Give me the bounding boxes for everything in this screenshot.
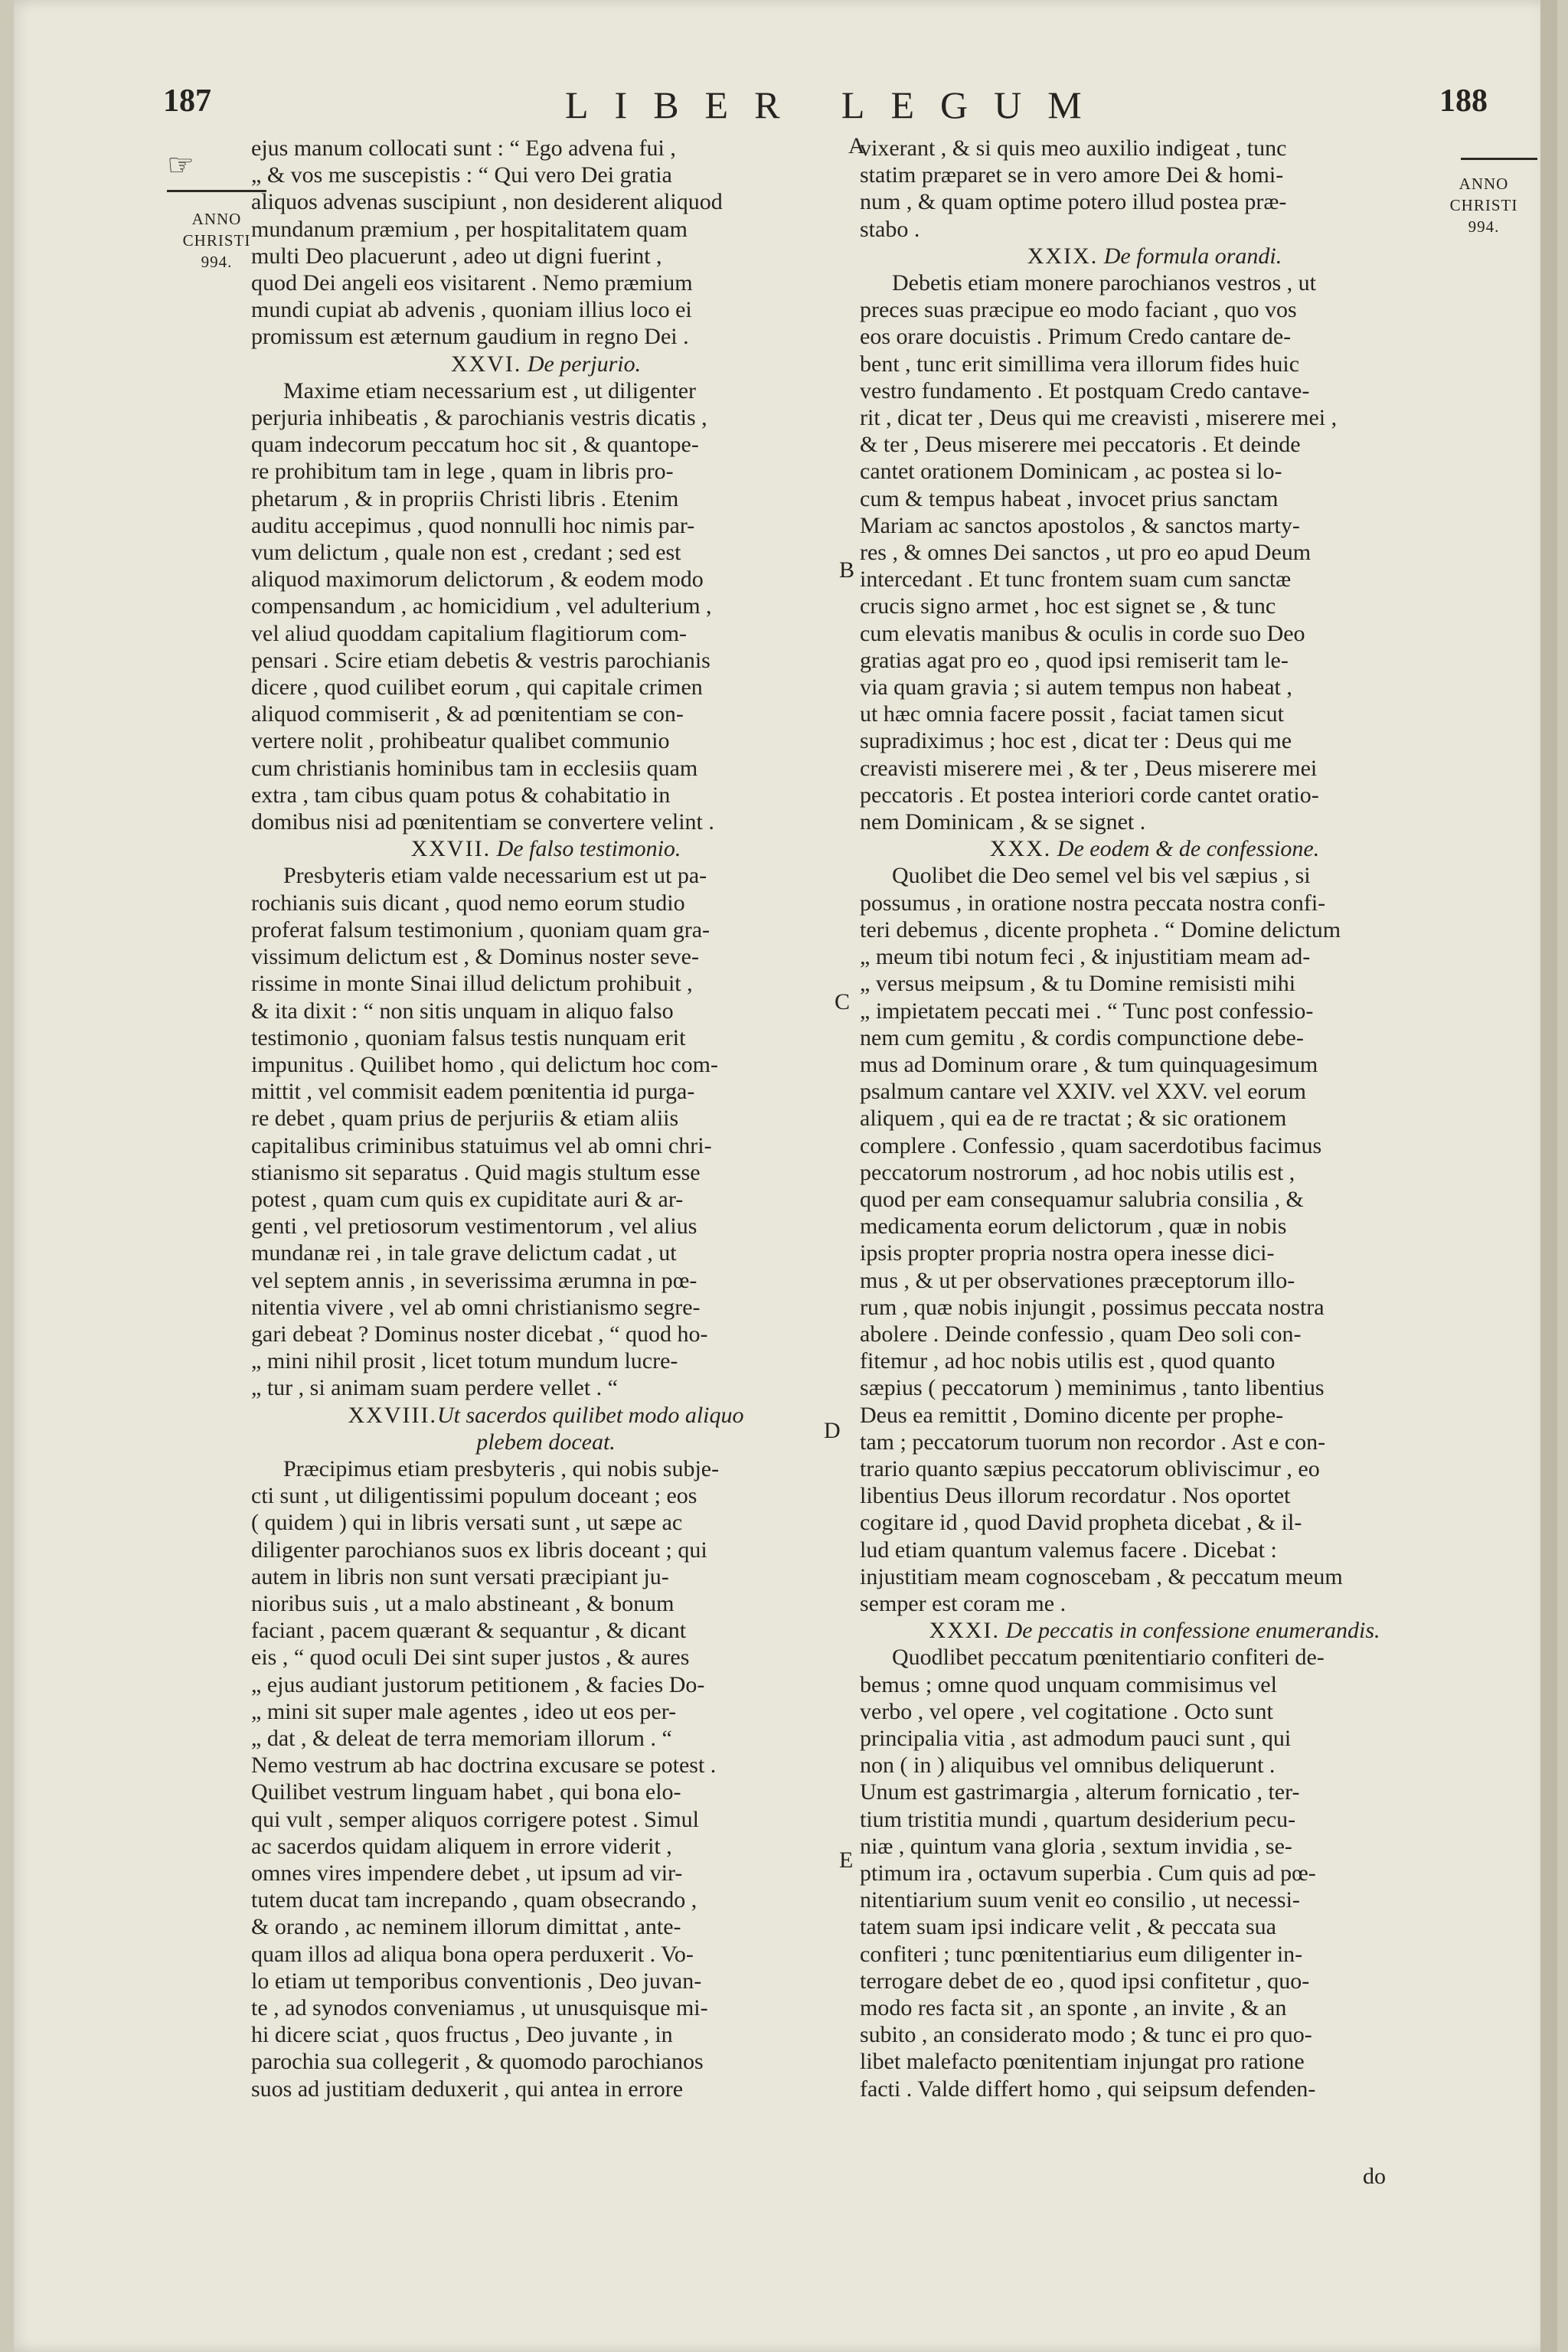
- section-title: Ut sacerdos quilibet modo aliquo plebem doceat.: [436, 1402, 744, 1455]
- section-mark: A: [848, 133, 865, 158]
- section-title: De falso testimonio.: [496, 836, 681, 862]
- section-heading: [860, 1617, 1449, 1644]
- margin-rule-right: [1461, 158, 1537, 160]
- margin-note-text: ANNO CHRISTI 994.: [182, 210, 251, 271]
- margin-note-text: ANNO CHRISTI 994.: [1449, 175, 1518, 236]
- paragraph: ejus manum collocati sunt : “ Ego advena fui , „ & vos me suscepistis : “ Qui vero Dei gratia aliquos advenas suscipiunt , non desiderent aliquod mundanum præmium , per hospitalitatem quam multi Deo placuerunt , adeo ut digni fuerint , quod Dei angeli eos visitarent . Nemo præmium mundi cupiat ab advenis , quoniam illius loco ei promissum est æternum gaudium in regno Dei .: [251, 136, 723, 350]
- paragraph: Quolibet die Deo semel vel bis vel sæpius , si possumus , in oratione nostra peccata nostra confi- teri debemus , dicente propheta . “ Domine delictum „ meum tibi notum feci , & injustitiam meam ad- „ versus meipsum , & tu Domine remisisti mihi „ impietatem peccati mei . “ Tunc post confessio- nem cum gemitu , & cordis compunctione debe- mus ad Dominum orare , & tum quinquagesimum psalmum cantare vel XXIV. vel XXV. vel eorum aliquem , qui ea de re tractat ; & sic orationem complere . Confessio , quam sacerdotibus facimus peccatorum nostrorum , ad hoc nobis utilis est , quod per eam consequamur salubria consilia , & medicamenta eorum delictorum , quæ in nobis ipsis propter propria nostra opera inesse dici- mus , & ut per observationes præceptorum illo- rum , quæ nobis injungit , possimus peccata nostra abolere . Deinde confessio , quam Deo soli con- fitemur , ad hoc nobis utilis est , quod quanto sæpius ( peccatorum ) meminimus , tanto libentius Deus ea remittit , Domino dicente per prophe- tam ; peccatorum tuorum non recordor . Ast e con- trario quanto sæpius peccatorum obliviscimur , eo libentius Deus illorum recordatur . Nos oportet cogitare id , quod David propheta dicebat , & il- lud etiam quantum valemus facere . Dicebat : injustitiam meam cognoscebam , & peccatum meum semper est coram me .: [860, 863, 1343, 1616]
- paragraph: Quodlibet peccatum pœnitentiario confiteri de- bemus ; omne quod unquam commisimus vel verbo , vel opere , vel cogitatione . Octo sunt principalia vitia , ast admodum pauci sunt , qui non ( in ) aliquibus vel omnibus deliquerunt . Unum est gastrimargia , alterum fornicatio , ter- tium tristitia mundi , quartum desiderium pecu- niæ , quintum vana gloria , sextum invidia , se- ptimum ira , octavum superbia . Cum quis ad pœ- nitentiarium suum venit eo consilio , ut necessi- tatem suam ipsi indicare velit , & peccata sua confiteri ; tunc pœnitentiarius eum diligenter in- terrogare debet de eo , quod ipsi confitetur , quo- modo res facta sit , an sponte , an invite , & an subito , an considerato modo ; & tunc ei pro quo- libet malefacto pœnitentiam injungat pro ratione facti . Valde differt homo , qui seipsum defenden-: [860, 1645, 1325, 2102]
- paragraph: Præcipimus etiam presbyteris , qui nobis subje- cti sunt , ut diligentissimi populum doceant ; eos ( quidem ) qui in libris versati sunt , ut sæpe ac diligenter parochianos suos ex libris doceant ; qui autem in libris non sunt versati præcipiant ju- nioribus suis , ut a malo abstineant , & bonum faciant , pacem quærant & sequantur , & dicant eis , “ quod oculi Dei sint super justos , & aures „ ejus audiant justorum petitionem , & facies Do- „ mini sit super male agentes , ideo ut eos per- „ dat , & deleat de terra memoriam illorum . “ Nemo vestrum ab hac doctrina excusare se potest . Quilibet vestrum linguam habet , qui bona elo- qui vult , semper aliquos corrigere potest . Simul ac sacerdos quidam aliquem in errore viderit , omnes vires impendere debet , ut ipsum ad vir- tutem ducat tam increpando , quam obsecrando , & orando , ac neminem illorum dimittat , ante- quam illos ad aliqua bona opera perduxerit . Vo- lo etiam ut temporibus conventionis , Deo juvan- te , ad synodos conveniamus , ut unusquisque mi- hi dicere sciat , quos fructus , Deo juvante , in parochia sua collegerit , & quomodo parochianos suos ad justitiam deduxerit , qui antea in errore: [251, 1455, 720, 2102]
- paragraph: Debetis etiam monere parochianos vestros , ut preces suas præcipue eo modo faciant , quo vos eos orare docuistis . Primum Credo cantare de- bent , tunc erit simillima vera illorum fides huic vestro fundamento . Et postquam Credo cantave- rit , dicat ter , Deus qui me creavisti , miserere mei , & ter , Deus miserere mei peccatoris . Et deinde cantet orationem Dominicam , ac postea si lo- cum & tempus habeat , invocet prius sanctam Mariam ac sanctos apostolos , & sanctos marty- res , & omnes Dei sanctos , ut pro eo apud Deum intercedant . Et tunc frontem suam cum sanctæ crucis signo armet , hoc est signet se , & tunc cum elevatis manibus & oculis in corde suo Deo gratias agat pro eo , quod ipsi remiserit tam le- via quam gravia ; si autem tempus non habeat , ut hæc omnia facere possit , faciat tamen sicut supradiximus ; hoc est , dicat ter : Deus qui me creavisti miserere mei , & ter , Deus miserere mei peccatoris . Et postea interiori corde cantet oratio- nem Dominicam , & se signet .: [860, 270, 1338, 835]
- paragraph: vixerant , & si quis meo auxilio indigeat , tunc statim præparet se in vero amore Dei & homi- num , & quam optime potero illud postea præ- stabo .: [860, 136, 1287, 242]
- section-heading: [860, 243, 1449, 270]
- margin-note-year-right: [1446, 173, 1522, 237]
- section-heading: [251, 1402, 841, 1455]
- section-heading: [251, 835, 841, 862]
- paragraph: Maxime etiam necessarium est , ut diligenter perjuria inhibeatis , & parochianis vestris dicatis , quam indecorum peccatum hoc sit , & quantope- re prohibitum tam in lege , quam in libris pro- phetarum , & in propriis Christi libris . Etenim auditu accepimus , quod nonnulli hoc nimis par- vum delictum , quale non est , credant ; sed est aliquod maximorum delictorum , & eodem modo compensandum , ac homicidium , vel adulterium , vel aliud quoddam capitalium flagitiorum com- pensari . Scire etiam debetis & vestris parochianis dicere , quod cuilibet eorum , qui capitale crimen aliquod commiserit , & ad pœnitentiam se con- vertere nolit , prohibeatur qualibet communio cum christianis hominibus tam in ecclesiis quam extra , tam cibus quam potus & cohabitatio in domibus nisi ad pœnitentiam se convertere velint .: [251, 377, 714, 835]
- right-column: [860, 135, 1449, 2102]
- right-page-number: 188: [1439, 83, 1488, 119]
- section-heading: [251, 351, 841, 377]
- section-title: De formula orandi.: [1103, 243, 1282, 269]
- section-mark: C: [835, 989, 851, 1014]
- section-title: De perjurio.: [527, 351, 642, 377]
- left-column: [251, 135, 841, 2102]
- pointing-hand-icon: ☞: [167, 148, 194, 182]
- paragraph: Presbyteris etiam valde necessarium est ut pa- rochianis suis dicant , quod nemo eorum studio proferat falsum testimonium , quoniam quam gra- vissimum delictum est , & Dominus noster seve- rissime in monte Sinai illud delictum prohibuit , & ita dixit : “ non sitis unquam in aliquo falso testimonio , quoniam falsus testis nunquam erit impunitus . Quilibet homo , qui delictum hoc com- mittit , vel commisit eadem pœnitentia id purga- re debet , quam prius de perjuriis & etiam aliis capitalibus criminibus statuimus vel ab omni chri- stianismo sit separatus . Quid magis stultum esse potest , quam cum quis ex cupiditate auri & ar- genti , vel pretiosorum vestimentorum , vel alius mundanæ rei , in tale grave delictum cadat , ut vel septem annis , in severissima ærumna in pœ- nitentia vivere , vel ab omni christianismo segre- gari debeat ? Dominus noster dicebat , “ quod ho- „ mini nihil prosit , licet totum mundum lucre- „ tur , si animam suam perdere vellet . “: [251, 863, 718, 1401]
- catchword: do: [1363, 2164, 1386, 2189]
- running-title: LIBER LEGUM: [565, 83, 1108, 126]
- section-number: XXIX.: [1027, 243, 1099, 269]
- section-mark: B: [839, 557, 855, 583]
- section-number: XXXI.: [929, 1618, 1000, 1644]
- section-title: De eodem & de confessione.: [1057, 836, 1320, 862]
- section-heading: [860, 835, 1449, 862]
- section-number: XXVIII.: [348, 1402, 437, 1428]
- left-page-number: 187: [163, 83, 211, 119]
- section-mark: D: [824, 1418, 841, 1443]
- section-number: XXX.: [989, 836, 1052, 862]
- next-page-edge: [1540, 0, 1557, 2352]
- section-mark: E: [839, 1847, 854, 1873]
- margin-note-year-left: [175, 208, 259, 273]
- section-number: XXVII.: [410, 836, 492, 862]
- book-page: [14, 0, 1557, 2352]
- section-title: De peccatis in confessione enumerandis.: [1005, 1618, 1380, 1644]
- section-number: XXVI.: [450, 351, 522, 377]
